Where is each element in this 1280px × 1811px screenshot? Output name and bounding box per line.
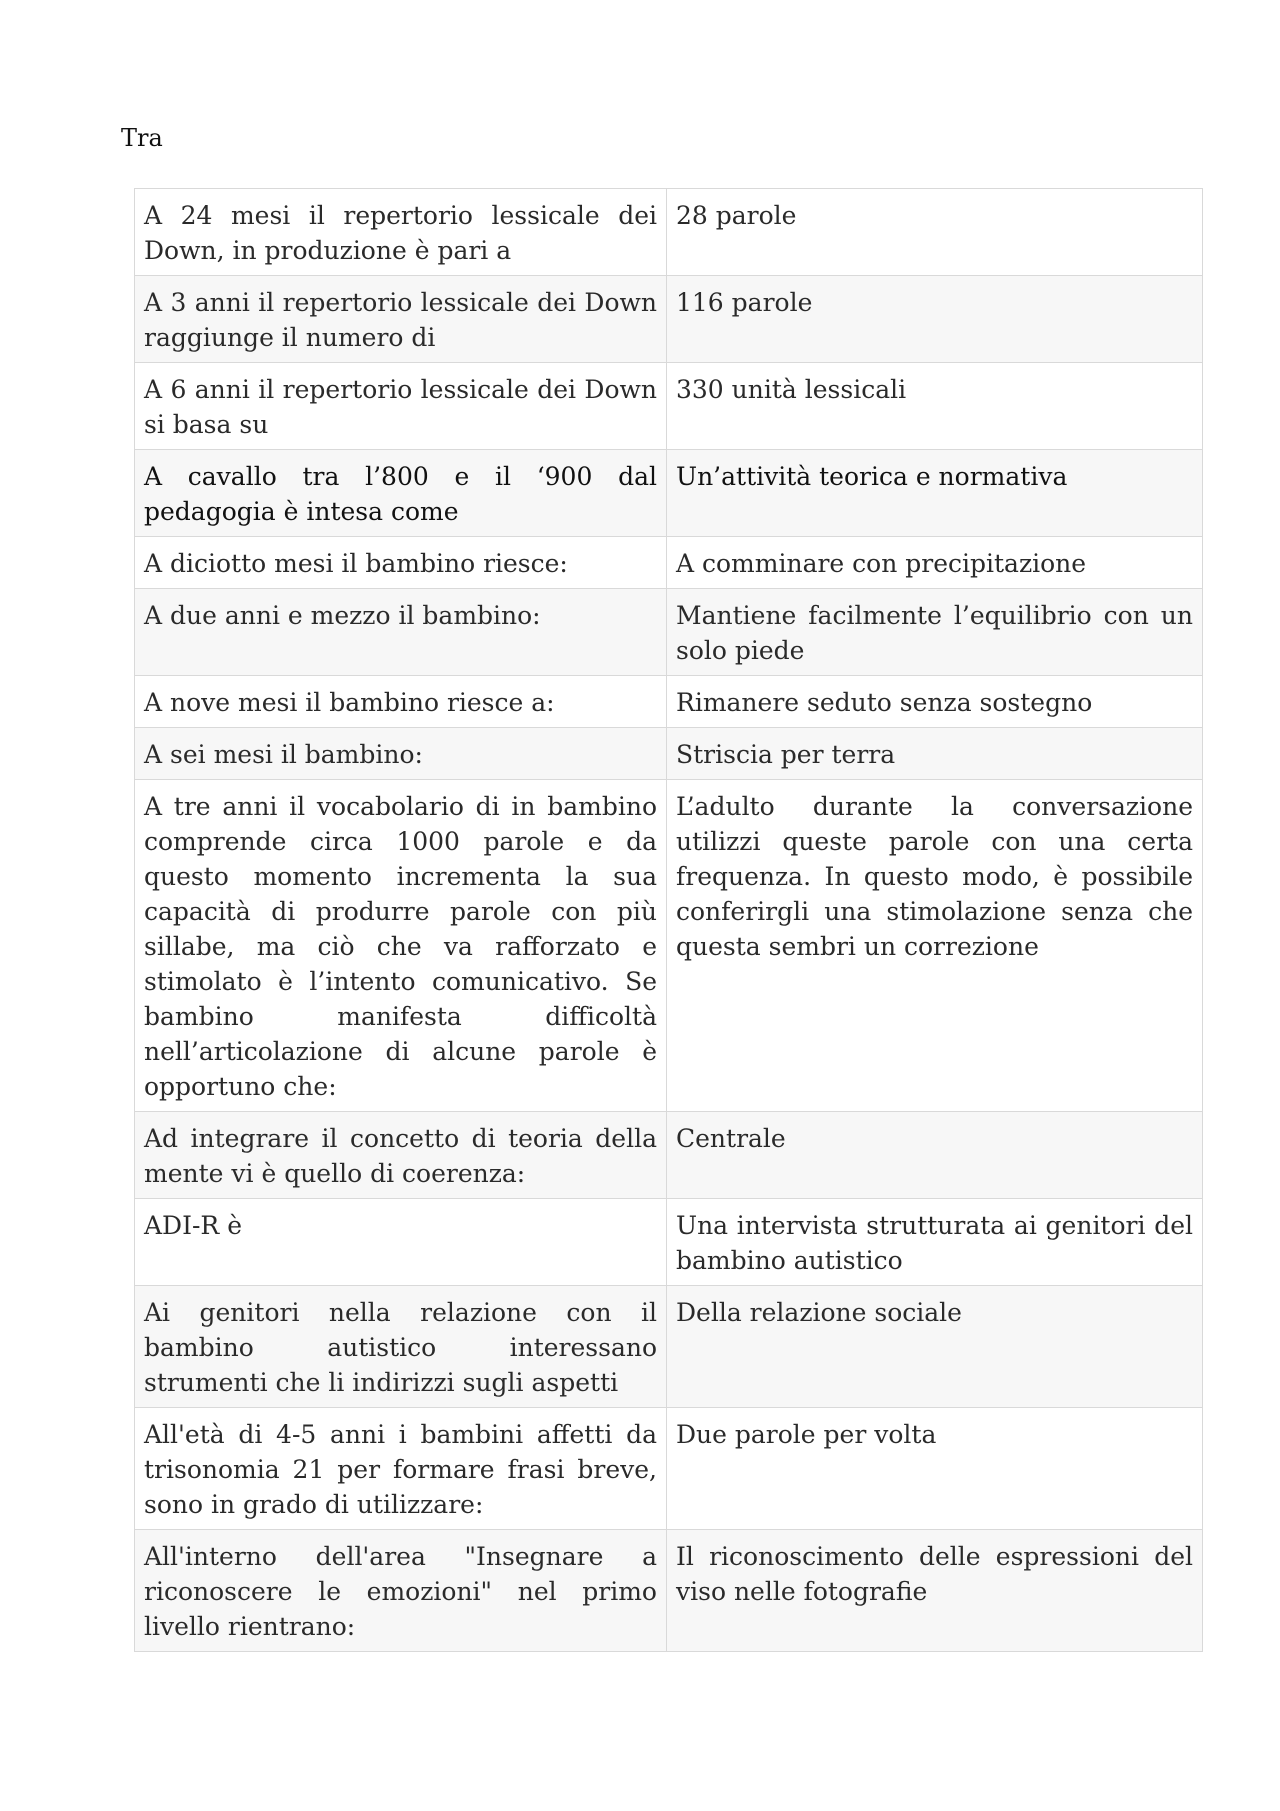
answer-cell: Un’attività teorica e normativa	[667, 450, 1203, 537]
table-row	[135, 537, 1203, 589]
table-row	[135, 676, 1203, 728]
table-row	[135, 276, 1203, 363]
question-cell: Ad integrare il concetto di teoria della mente vi è quello di coerenza:	[135, 1112, 667, 1199]
answer-cell: Rimanere seduto senza sostegno	[667, 676, 1203, 728]
question-cell: A diciotto mesi il bambino riesce:	[135, 537, 667, 589]
table-row	[135, 589, 1203, 676]
table-row	[135, 1530, 1203, 1652]
answer-cell: 28 parole	[667, 189, 1203, 276]
question-cell: A tre anni il vocabolario di in bambino comprende circa 1000 parole e da questo momento incrementa la sua capacità di produrre parole con più sillabe, ma ciò che va rafforzato e stimolato è l’intento comunicativo. Se bambino manifesta difficoltà nell’articolazione di alcune parole è opportuno che:	[135, 780, 667, 1112]
answer-cell: Centrale	[667, 1112, 1203, 1199]
question-cell: A 3 anni il repertorio lessicale dei Down raggiunge il numero di	[135, 276, 667, 363]
question-cell: ADI-R è	[135, 1199, 667, 1286]
qa-table	[134, 188, 1203, 1652]
table-row	[135, 780, 1203, 1112]
question-cell: A cavallo tra l’800 e il ‘900 dal pedagogia è intesa come	[135, 450, 667, 537]
answer-cell: Striscia per terra	[667, 728, 1203, 780]
question-cell: All'interno dell'area "Insegnare a riconoscere le emozioni" nel primo livello rientrano:	[135, 1530, 667, 1652]
table-row	[135, 189, 1203, 276]
answer-cell: 330 unità lessicali	[667, 363, 1203, 450]
table-row	[135, 450, 1203, 537]
page-heading: Tra	[121, 124, 163, 152]
question-cell: A due anni e mezzo il bambino:	[135, 589, 667, 676]
answer-cell: L’adulto durante la conversazione utilizzi queste parole con una certa frequenza. In questo modo, è possibile conferirgli una stimolazione senza che questa sembri un correzione	[667, 780, 1203, 1112]
question-cell: All'età di 4-5 anni i bambini affetti da trisonomia 21 per formare frasi breve, sono in grado di utilizzare:	[135, 1408, 667, 1530]
answer-cell: Della relazione sociale	[667, 1286, 1203, 1408]
answer-cell: Una intervista strutturata ai genitori del bambino autistico	[667, 1199, 1203, 1286]
question-cell: A nove mesi il bambino riesce a:	[135, 676, 667, 728]
answer-cell: A comminare con precipitazione	[667, 537, 1203, 589]
table-row	[135, 1286, 1203, 1408]
question-cell: A sei mesi il bambino:	[135, 728, 667, 780]
question-cell: Ai genitori nella relazione con il bambino autistico interessano strumenti che li indirizzi sugli aspetti	[135, 1286, 667, 1408]
answer-cell: 116 parole	[667, 276, 1203, 363]
table-row	[135, 1112, 1203, 1199]
answer-cell: Il riconoscimento delle espressioni del viso nelle fotografie	[667, 1530, 1203, 1652]
table-row	[135, 1408, 1203, 1530]
answer-cell: Due parole per volta	[667, 1408, 1203, 1530]
question-cell: A 24 mesi il repertorio lessicale dei Down, in produzione è pari a	[135, 189, 667, 276]
table-row	[135, 363, 1203, 450]
table-row	[135, 1199, 1203, 1286]
answer-cell: Mantiene facilmente l’equilibrio con un solo piede	[667, 589, 1203, 676]
question-cell: A 6 anni il repertorio lessicale dei Down si basa su	[135, 363, 667, 450]
table-row	[135, 728, 1203, 780]
